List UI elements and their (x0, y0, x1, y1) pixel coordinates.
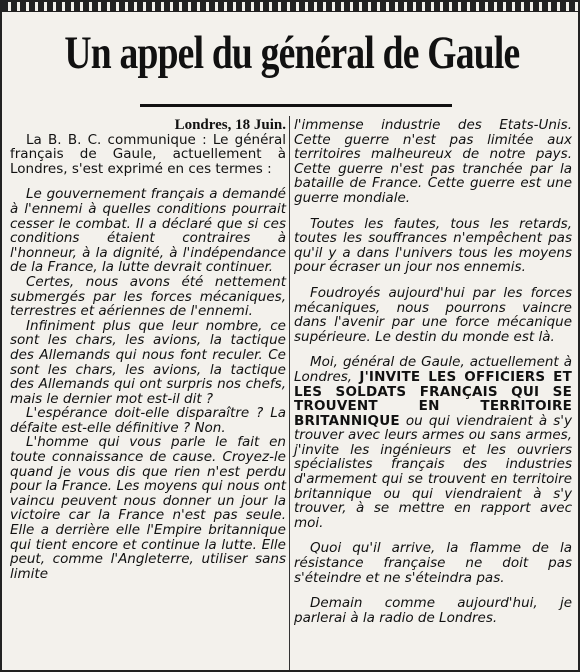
right-column (294, 118, 572, 625)
speech-paragraph-9 (294, 355, 572, 530)
dateline: Londres, 18 Juin. (174, 117, 286, 133)
speech-paragraph-3: Infiniment plus que leur nombre, ce sont les chars, les avions, la tactique des Allemands qui nous font reculer. Ce sont les chars, les avions, la tactique des Allemands qui ont surpris nos chefs, mais le dernier mot est-il dit ? (10, 317, 286, 407)
appeal-details: ou qui viendraient à s'y trouver avec leurs armes ou sans armes, j'invite les ingénieurs et les ouvriers spécialistes français des industries d'armement qui se trouvent en territoire britannique ou qui viendraient à s'y trouver, à se mettre en rapport avec moi. (294, 412, 572, 531)
left-column (10, 118, 286, 581)
headline: Un appel du général de Gaule (64, 27, 520, 79)
intro-paragraph: La B. B. C. communique : Le général français de Gaule, actuellement à Londres, s'est exprimé en ces termes : (10, 131, 286, 177)
appeal-intro: Moi, général de Gaule, actuellement à Londres, (294, 354, 572, 385)
speech-paragraph-11: Demain comme aujourd'hui, je parlerai à la radio de Londres. (294, 595, 572, 626)
speech-paragraph-4: L'espérance doit-elle disparaître ? La défaite est-elle définitive ? Non. (10, 405, 286, 436)
headline-rule (140, 104, 452, 107)
appeal-call: J'INVITE LES OFFICIERS ET LES SOLDATS FRANÇAIS QUI SE TROUVENT EN TERRITOIRE BRITANNIQUE (294, 368, 572, 429)
speech-paragraph-10: Quoi qu'il arrive, la flamme de la résistance française ne doit pas s'éteindre et ne s'éteindra pas. (294, 540, 572, 586)
speech-paragraph-5: L'homme qui vous parle le fait en toute connaissance de cause. Croyez-le quand je vous dis que rien n'est perdu pour la France. Les moyens qui nous ont vaincu peuvent nous donner un jour la victoire car la France n'est pas seule. Elle a derrière elle l'Empire britannique qui tient encore et continue la lutte. Elle peut, comme l'Angleterre, utiliser sans limite (10, 434, 286, 582)
dateline-paragraph (10, 118, 286, 133)
speech-paragraph-7: Toutes les fautes, tous les retards, toutes les souffrances n'empêchent pas qu'il y a dans l'univers tous les moyens pour écraser un jour nos ennemis. (294, 215, 572, 276)
speech-paragraph-1: Le gouvernement français a demandé à l'ennemi à quelles conditions pourrait cesser le combat. Il a déclaré que si ces conditions étaient contraires à l'honneur, à la dignité, à l'indépendance de la France, la lutte devrait continuer. (10, 186, 286, 276)
column-divider (289, 116, 290, 670)
top-border-rule (2, 2, 578, 12)
speech-paragraph-6: l'immense industrie des Etats-Unis. Cette guerre n'est pas limitée aux territoires malheureux de notre pays. Cette guerre n'est pas tranchée par la bataille de France. Cette guerre est une guerre mondiale. (294, 117, 572, 206)
speech-paragraph-8: Foudroyés aujourd'hui par les forces mécaniques, nous pourrons vaincre dans l'avenir par une force mécanique supérieure. Le destin du monde est là. (294, 284, 572, 345)
speech-paragraph-2: Certes, nous avons été nettement submergés par les forces mécaniques, terrestres et aériennes de l'ennemi. (10, 273, 286, 320)
